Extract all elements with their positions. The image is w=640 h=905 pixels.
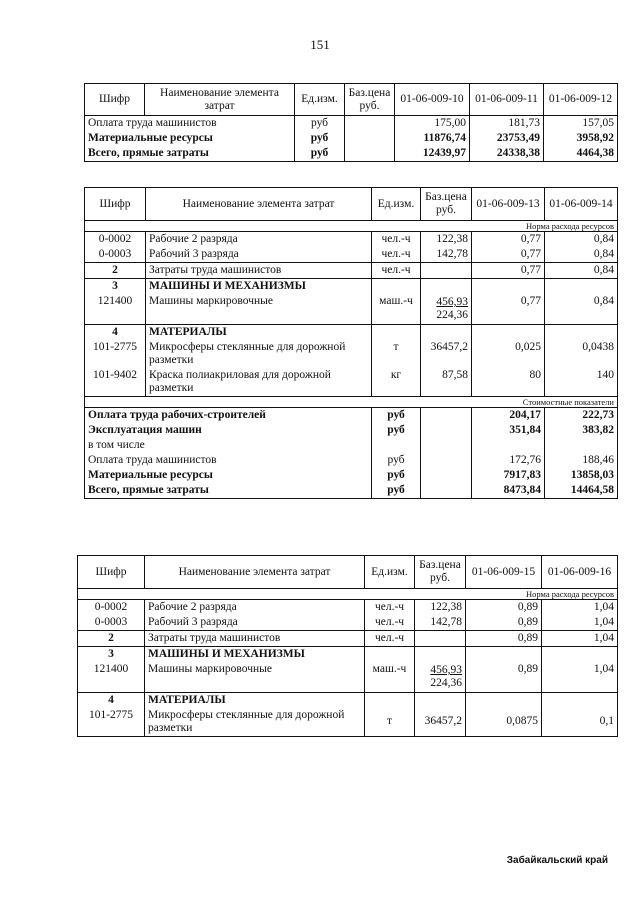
row-name: в том числе — [85, 438, 372, 453]
row-unit: маш.-ч — [372, 294, 421, 324]
row-code: 121400 — [85, 294, 146, 324]
row-value-2: 0,1 — [542, 708, 618, 737]
row-unit: руб — [295, 146, 345, 162]
row-name: Всего, прямые затраты — [85, 483, 372, 499]
table-row — [78, 662, 618, 692]
section-title: МАТЕРИАЛЫ — [146, 324, 372, 340]
row-price: 122,38 — [421, 232, 472, 248]
row-price: 142,78 — [415, 615, 466, 631]
row-code: 2 — [85, 263, 146, 279]
table-row — [78, 615, 618, 631]
table-row — [85, 483, 618, 499]
row-value-1: 0,77 — [472, 263, 545, 279]
row-value-1: 11876,74 — [395, 131, 470, 146]
row-unit: кг — [372, 368, 421, 397]
row-value-2: 188,46 — [545, 453, 618, 468]
row-value-2: 23753,49 — [470, 131, 544, 146]
price-primary: 456,93 — [430, 663, 462, 676]
row-unit: чел.-ч — [365, 615, 415, 631]
header-col-1: 01-06-009-15 — [466, 556, 542, 589]
row-code: 101-9402 — [85, 368, 146, 397]
row-value-3: 157,05 — [544, 116, 618, 132]
header-col-2: 01-06-009-14 — [545, 188, 618, 221]
row-name: Оплата труда машинистов — [85, 116, 295, 132]
section-code: 3 — [85, 279, 146, 295]
norm-section-label: Норма расхода ресурсов — [85, 221, 618, 232]
row-price: 36457,2 — [421, 340, 472, 368]
row-unit: чел.-ч — [372, 232, 421, 248]
header-col-3: 01-06-009-12 — [544, 84, 618, 116]
header-name: Наименование элемента затрат — [145, 556, 365, 589]
table-row — [85, 232, 618, 248]
section-code: 3 — [78, 647, 145, 663]
table-row — [85, 468, 618, 483]
row-name: Рабочий 3 разряда — [146, 247, 372, 263]
row-price: 122,38 — [415, 600, 466, 616]
row-value-1: 0,89 — [466, 662, 542, 692]
row-unit: т — [365, 708, 415, 737]
row-value-1: 0,89 — [466, 615, 542, 631]
page-number: 151 — [310, 37, 330, 52]
table-row — [85, 423, 618, 438]
row-price: 87,58 — [421, 368, 472, 397]
table-row — [85, 453, 618, 468]
row-unit: руб — [295, 116, 345, 132]
table-row — [85, 263, 618, 279]
row-code: 0-0002 — [78, 600, 145, 616]
row-value-1: 7917,83 — [472, 468, 545, 483]
section-code: 4 — [78, 692, 145, 708]
header-unit: Ед.изм. — [295, 84, 345, 116]
row-value-2: 0,84 — [545, 232, 618, 248]
row-value-1: 351,84 — [472, 423, 545, 438]
header-price: Баз.цена руб. — [421, 188, 472, 221]
row-name: Машины маркировочные — [146, 294, 372, 324]
table-row — [85, 438, 618, 453]
row-value-2: 0,84 — [545, 263, 618, 279]
row-name: Затраты труда машинистов — [145, 631, 365, 647]
row-name: Всего, прямые затраты — [85, 146, 295, 162]
row-unit: руб — [372, 453, 421, 468]
cost-table-1 — [84, 83, 618, 162]
row-price — [415, 662, 466, 692]
row-unit: чел.-ч — [372, 247, 421, 263]
row-unit: чел.-ч — [365, 600, 415, 616]
row-name: Материальные ресурсы — [85, 468, 372, 483]
row-unit: руб — [295, 131, 345, 146]
row-name: Краска полиакриловая для дорожной разметки — [146, 368, 372, 397]
row-value-2: 14464,58 — [545, 483, 618, 499]
row-code: 121400 — [78, 662, 145, 692]
row-value-1: 0,025 — [472, 340, 545, 368]
header-col-1: 01-06-009-10 — [395, 84, 470, 116]
table-row — [78, 708, 618, 737]
header-code: Шифр — [85, 188, 146, 221]
row-value-2: 1,04 — [542, 615, 618, 631]
section-header — [78, 647, 618, 663]
row-value-2: 0,84 — [545, 294, 618, 324]
row-name: Рабочие 2 разряда — [145, 600, 365, 616]
row-value-2: 1,04 — [542, 662, 618, 692]
row-value-1: 0,89 — [466, 631, 542, 647]
header-name: Наименование элемента затрат — [145, 84, 295, 116]
row-value-1: 8473,84 — [472, 483, 545, 499]
table-row — [85, 131, 618, 146]
row-value-1: 12439,97 — [395, 146, 470, 162]
header-col-1: 01-06-009-13 — [472, 188, 545, 221]
row-value-2: 383,82 — [545, 423, 618, 438]
row-value-1: 0,77 — [472, 294, 545, 324]
section-title: МАШИНЫ И МЕХАНИЗМЫ — [146, 279, 372, 295]
row-name: Микросферы стеклянные для дорожной разметки — [146, 340, 372, 368]
row-value-2: 181,73 — [470, 116, 544, 132]
row-name: Рабочие 2 разряда — [146, 232, 372, 248]
header-unit: Ед.изм. — [372, 188, 421, 221]
row-name: Рабочий 3 разряда — [145, 615, 365, 631]
row-value-1: 172,76 — [472, 453, 545, 468]
table-row — [85, 407, 618, 423]
row-value-1: 0,0875 — [466, 708, 542, 737]
price-secondary: 224,36 — [430, 676, 462, 689]
row-value-2: 140 — [545, 368, 618, 397]
section-header — [85, 279, 618, 295]
row-name: Затраты труда машинистов — [146, 263, 372, 279]
header-code: Шифр — [85, 84, 145, 116]
table-row — [85, 340, 618, 368]
header-code: Шифр — [78, 556, 145, 589]
cost-table-2 — [84, 187, 618, 499]
table-row — [85, 294, 618, 324]
row-value-1: 80 — [472, 368, 545, 397]
row-name: Микросферы стеклянные для дорожной разметки — [145, 708, 365, 737]
cost-section-label: Стоимостные показатели — [85, 396, 618, 407]
row-value-2: 1,04 — [542, 600, 618, 616]
section-header — [85, 324, 618, 340]
row-unit: руб — [372, 407, 421, 423]
header-price: Баз.цена руб. — [415, 556, 466, 589]
row-unit: руб — [372, 468, 421, 483]
row-code: 2 — [78, 631, 145, 647]
row-unit: руб — [372, 483, 421, 499]
row-name: Материальные ресурсы — [85, 131, 295, 146]
section-code: 4 — [85, 324, 146, 340]
row-code: 0-0002 — [85, 232, 146, 248]
table-row — [78, 631, 618, 647]
row-value-1: 204,17 — [472, 407, 545, 423]
row-value-2: 1,04 — [542, 631, 618, 647]
row-price — [421, 294, 472, 324]
row-code: 0-0003 — [85, 247, 146, 263]
row-name: Оплата труда рабочих-строителей — [85, 407, 372, 423]
section-title: МАШИНЫ И МЕХАНИЗМЫ — [145, 647, 365, 663]
row-value-1: 0,89 — [466, 600, 542, 616]
header-price: Баз.цена руб. — [345, 84, 395, 116]
row-unit: чел.-ч — [372, 263, 421, 279]
row-value-1: 0,77 — [472, 247, 545, 263]
row-price: 36457,2 — [415, 708, 466, 737]
section-header — [78, 692, 618, 708]
row-price: 142,78 — [421, 247, 472, 263]
row-code: 101-2775 — [78, 708, 145, 737]
price-secondary: 224,36 — [436, 308, 468, 321]
header-col-2: 01-06-009-11 — [470, 84, 544, 116]
section-title: МАТЕРИАЛЫ — [145, 692, 365, 708]
norm-section-label: Норма расхода ресурсов — [78, 589, 618, 600]
row-unit: руб — [372, 423, 421, 438]
row-value-1: 175,00 — [395, 116, 470, 132]
table-row — [85, 368, 618, 397]
row-value-2: 222,73 — [545, 407, 618, 423]
row-value-3: 4464,38 — [544, 146, 618, 162]
row-value-3: 3958,92 — [544, 131, 618, 146]
row-value-2: 0,84 — [545, 247, 618, 263]
row-value-2: 13858,03 — [545, 468, 618, 483]
row-unit: чел.-ч — [365, 631, 415, 647]
table-row — [85, 247, 618, 263]
header-name: Наименование элемента затрат — [146, 188, 372, 221]
row-unit: т — [372, 340, 421, 368]
row-name: Оплата труда машинистов — [85, 453, 372, 468]
region-footer: Забайкальский край — [506, 855, 608, 866]
row-value-2: 0,0438 — [545, 340, 618, 368]
table-row — [85, 116, 618, 132]
table-row — [78, 600, 618, 616]
row-name: Эксплуатация машин — [85, 423, 372, 438]
row-code: 101-2775 — [85, 340, 146, 368]
cost-table-3 — [77, 555, 618, 737]
row-unit: маш.-ч — [365, 662, 415, 692]
table-row — [85, 146, 618, 162]
header-col-2: 01-06-009-16 — [542, 556, 618, 589]
row-value-1: 0,77 — [472, 232, 545, 248]
row-value-2: 24338,38 — [470, 146, 544, 162]
row-code: 0-0003 — [78, 615, 145, 631]
header-unit: Ед.изм. — [365, 556, 415, 589]
row-name: Машины маркировочные — [145, 662, 365, 692]
price-primary: 456,93 — [436, 295, 468, 308]
